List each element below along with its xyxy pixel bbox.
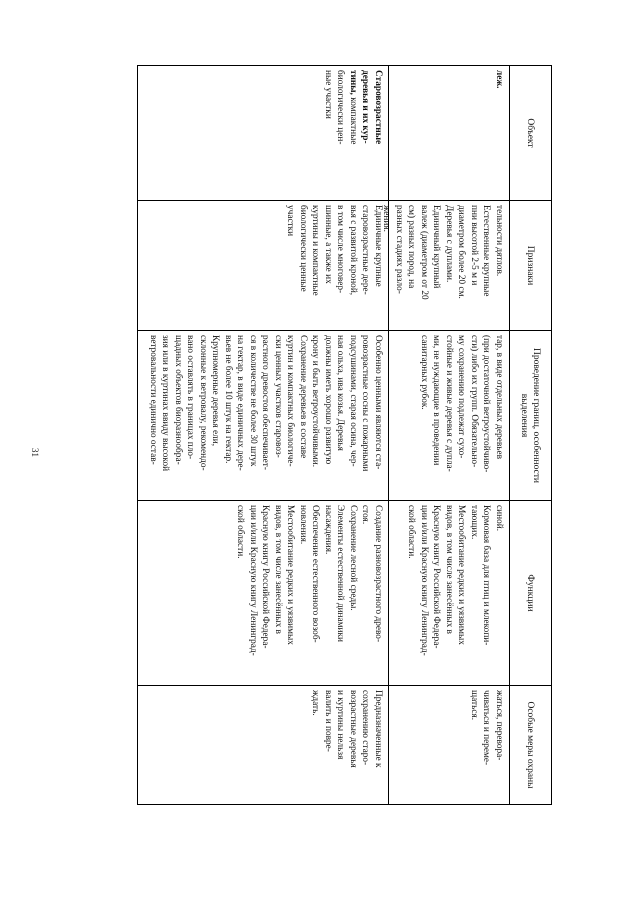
measures-line: сохранению старо-: [360, 690, 371, 766]
object-line: [493, 70, 506, 196]
functions-line: Местообитание редких и уязвимых: [456, 505, 467, 645]
measures-line: жаться, переворa-: [494, 690, 504, 761]
measures-line: возрастные деревья: [348, 690, 358, 768]
borders-line: ся в количестве не более 30 штук: [248, 335, 258, 467]
header-signs: Признаки: [509, 200, 552, 331]
signs-line: валеж (диаметром от 20: [419, 205, 429, 300]
borders-line: растного древостоя обеспечивает-: [260, 335, 271, 470]
measures-line: валить и повре-: [323, 690, 333, 752]
measures-line: щаться.: [469, 690, 479, 721]
borders-line: тар, в виде отдельных деревьев: [494, 335, 504, 460]
object-line: [322, 70, 335, 196]
borders-line: вьев не более 10 штук на гектар.: [223, 335, 233, 464]
functions-line: Местообитание редких и уязвимых: [285, 505, 296, 645]
signs-line: Единичный крупный: [431, 205, 442, 289]
borders-line: склонные к ветровалу, рекомендо-: [198, 335, 208, 471]
borders-line: стойные и живые деревья с дупла-: [444, 335, 454, 472]
borders-line: ная ольха, ива козья. Деревья: [335, 335, 346, 451]
borders-line: ски ценных участков старовоз-: [273, 335, 283, 458]
row2-borders-cell: [137, 330, 389, 501]
borders-line: зия или в куртинах ввиду высокой: [160, 335, 171, 472]
signs-line: Единичные крупные: [373, 205, 383, 287]
signs-line: Естественные крупные: [481, 205, 492, 297]
functions-line: ской области.: [235, 505, 246, 559]
borders-line: (при достаточной ветроустойчиво-: [481, 335, 492, 473]
row2-measures-cell: [137, 685, 389, 805]
functions-line: стоя.: [360, 505, 371, 525]
functions-line: Элементы естественной динамики: [335, 505, 346, 643]
functions-line: Красную книгу Российской Федера-: [431, 505, 442, 649]
signs-line: шинные, а также их: [323, 205, 333, 284]
functions-line: Обеспечение естественного возоб-: [310, 505, 321, 643]
borders-line: сти) либо их групп. Обязательно-: [469, 335, 479, 468]
functions-line: Сохранение лесной среды.: [348, 505, 358, 611]
signs-line: тельности дятлов.: [494, 205, 504, 277]
functions-line: насаждения.: [323, 505, 333, 555]
signs-line: см) разных пород, на: [406, 205, 417, 289]
signs-line: диаметром более 20 см.: [456, 205, 467, 299]
measures-line: чиваться и переме-: [481, 690, 492, 766]
borders-line: крону и быть ветроустойчивыми.: [310, 335, 321, 468]
object-text: ные участки: [323, 70, 333, 119]
borders-line: щадных объектов биоразнообра-: [173, 335, 183, 465]
borders-line: му сохранению подлежат сухо-: [456, 335, 467, 459]
row1-functions-cell: [388, 500, 510, 686]
object-text: Старовозрастные: [373, 70, 383, 145]
object-text: тины,: [348, 70, 358, 95]
borders-line: подсушинами, старая осина, чер-: [348, 335, 358, 467]
header-functions: Функции: [509, 500, 552, 686]
object-text: деревья и их кур-: [360, 70, 371, 144]
borders-line: вано оставлять в границах пло-: [185, 335, 196, 460]
row1-signs-cell: [381, 200, 510, 331]
measures-line: ждать.: [310, 690, 321, 716]
object-line: [347, 70, 360, 196]
measures-line: и куртины нельзя: [335, 690, 346, 760]
measures-line: Предназначенные к: [373, 690, 383, 768]
borders-line: ровозрастные сосны с пожарными: [360, 335, 371, 472]
functions-line: ской области.: [406, 505, 417, 559]
borders-line: ветровальности единично остав-: [148, 335, 158, 465]
object-line: [359, 70, 372, 196]
functions-line: ции и/или Красную книгу Ленинград-: [248, 505, 258, 656]
signs-line: участки: [285, 205, 296, 237]
row2-signs-cell: [137, 200, 389, 331]
borders-line: на гектар, в виде единичных дере-: [235, 335, 246, 471]
object-text: биологически цен-: [335, 70, 346, 145]
signs-line: куртины и компактные: [310, 205, 321, 296]
borders-line: санитарных рубок.: [419, 335, 429, 410]
functions-line: ции и/или Красную книгу Ленинград-: [419, 505, 429, 656]
object-line: [334, 70, 347, 196]
row1-measures-cell: [388, 685, 510, 805]
row1-object-cell: [388, 65, 510, 201]
borders-line: Крупномерные деревья ели,: [210, 335, 221, 447]
object-line: [372, 70, 385, 196]
functions-line: Красную книгу Российской Федера-: [260, 505, 271, 649]
signs-line: вья с развитой кроной,: [348, 205, 358, 296]
signs-line: старовозрастные дере-: [360, 205, 371, 295]
functions-line: видов, в том числе занесённых в: [444, 505, 454, 634]
page-number: 31: [30, 448, 40, 457]
functions-line: Создание разновозрастного древо-: [373, 505, 383, 643]
signs-line: жения.: [381, 205, 392, 232]
header-measures: Особые меры охраны: [509, 685, 552, 805]
borders-line: должны иметь хорошо развитую: [323, 335, 333, 465]
borders-line: Сохранение деревьев в составе: [298, 335, 308, 459]
signs-line: разных стадиях разло-: [394, 205, 404, 294]
header-borders: Проведение границ, особенности выделения: [509, 330, 552, 501]
borders-line: Особенно ценными являются ста-: [373, 335, 383, 470]
functions-line: Кормовая база для птиц и млекопи-: [481, 505, 492, 646]
functions-line: видов, в том числе занесённых в: [273, 505, 283, 634]
signs-line: в том числе многовер-: [335, 205, 346, 294]
row2-functions-cell: [137, 500, 389, 686]
functions-line: новления.: [298, 505, 308, 545]
functions-line: тающих.: [469, 505, 479, 540]
header-object: Объект: [509, 65, 552, 201]
borders-line: ми, не нуждающие в проведении: [431, 335, 442, 466]
object-text-rest: компактные: [348, 94, 358, 145]
borders-line: куртин и компактных биологиче-: [285, 335, 296, 467]
signs-line: пни высотой 2-5 м и: [469, 205, 479, 286]
row1-borders-cell: [388, 330, 510, 501]
functions-line: синой.: [494, 505, 504, 532]
row2-object-cell: [137, 65, 389, 201]
signs-line: Деревья с дуплами.: [444, 205, 454, 283]
object-text: леж.: [494, 70, 504, 89]
signs-line: биологически ценные: [298, 205, 308, 292]
